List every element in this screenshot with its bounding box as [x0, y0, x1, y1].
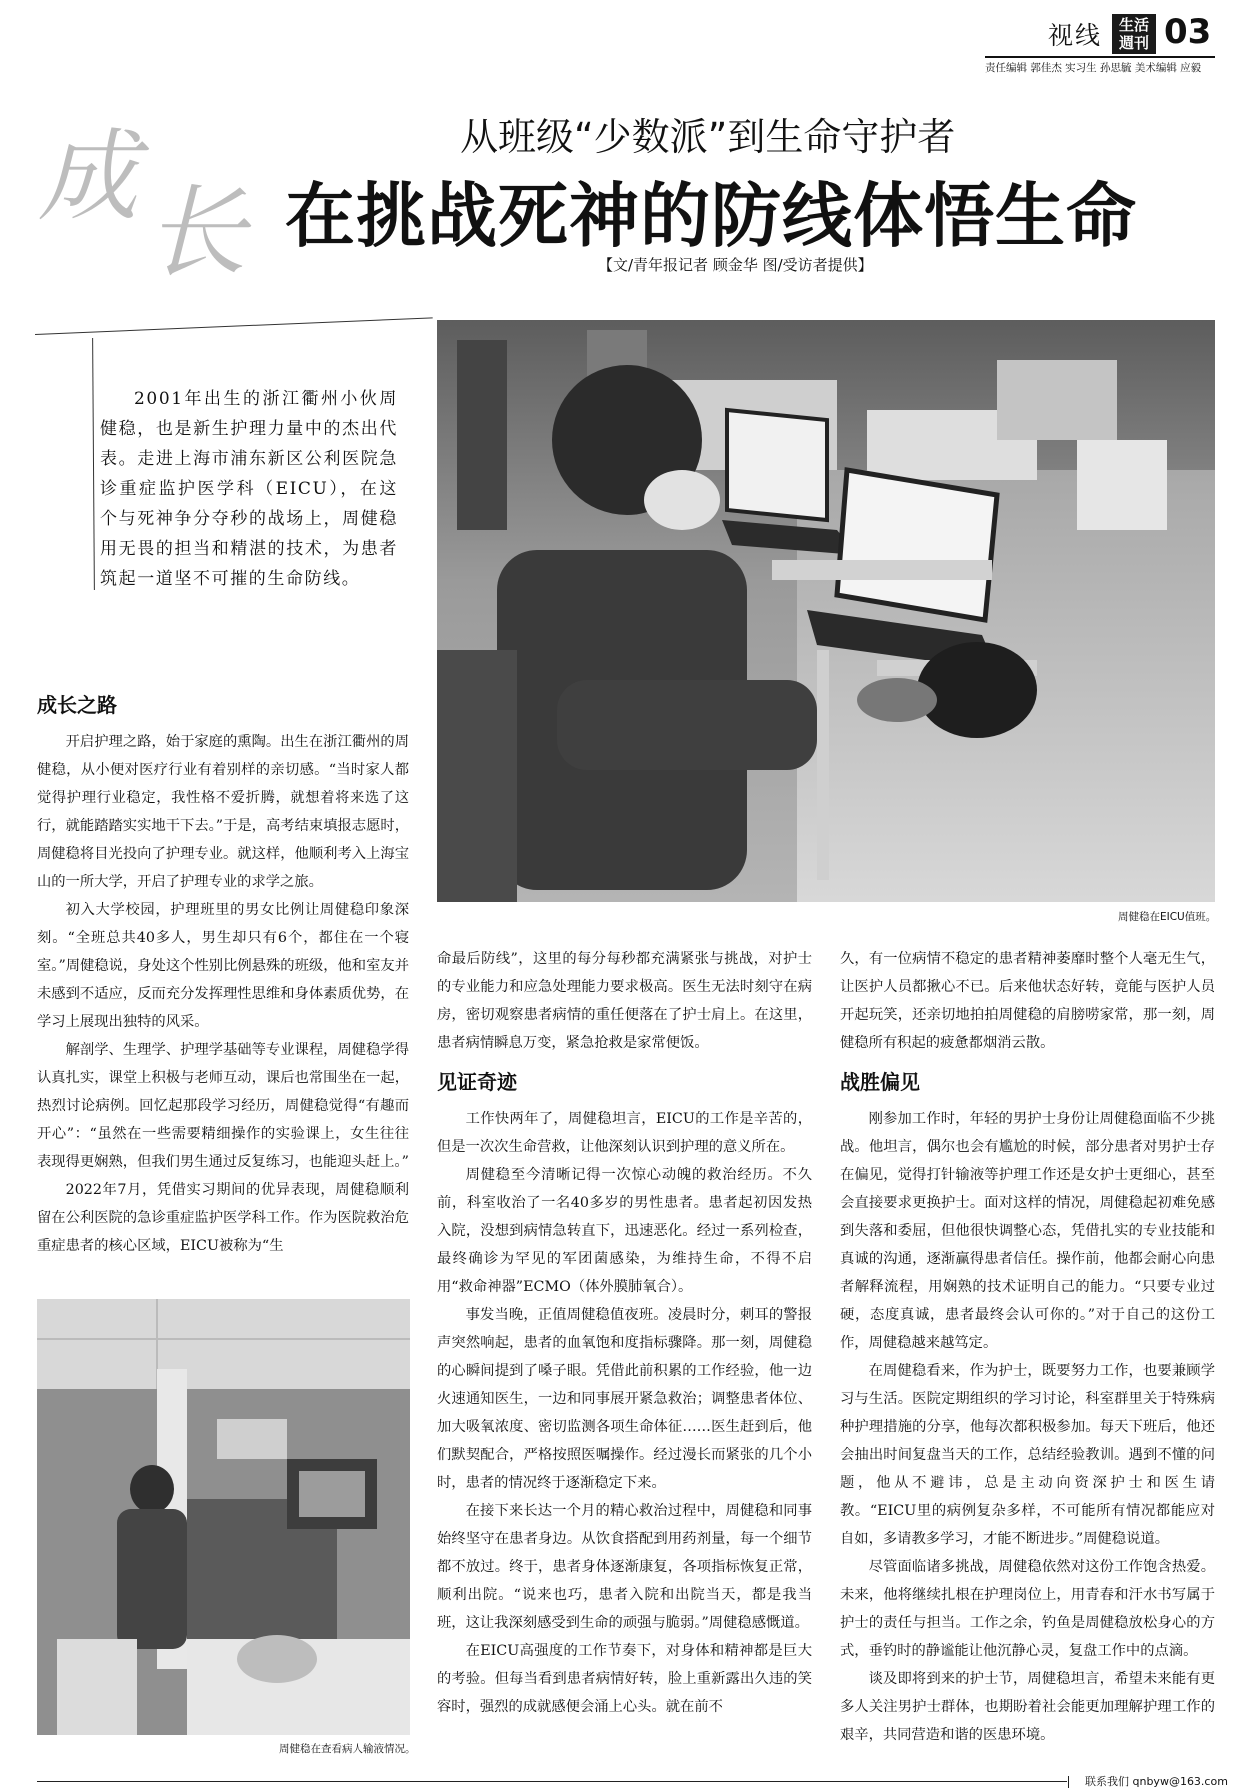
page-number: 03 — [1164, 12, 1212, 52]
paragraph: 解剖学、生理学、护理学基础等专业课程，周健稳学得认真扎实，课堂上积极与老师互动，课后也常围坐在一起，热烈讨论病例。回忆起那段学习经历，周健稳觉得“有趣而开心”：“虽然在一些需要精细操作的实验课上，女生往往表现得更娴熟，但我们男生通过反复练习，也能迎头赶上。” — [37, 1042, 409, 1170]
column-1 — [37, 688, 409, 1260]
paragraph: 在接下来长达一个月的精心救治过程中，周健稳和同事始终坚守在患者身边。从饮食搭配到用药剂量，每一个细节都不放过。终于，患者身体逐渐康复，各项指标恢复正常，顺利出院。“说来也巧，患者入院和出院当天，都是我当班，这让我深刻感受到生命的顽强与脆弱。”周健稳感慨道。 — [437, 1503, 812, 1631]
paragraph: 工作快两年了，周健稳坦言，EICU的工作是辛苦的，但是一次次生命营救，让他深刻认识到护理的意义所在。 — [437, 1111, 812, 1155]
decorative-title — [38, 96, 268, 291]
logo-text-top: 生活 — [1118, 16, 1149, 34]
paragraph: 尽管面临诸多挑战，周健稳依然对这份工作饱含热爱。未来，他将继续扎根在护理岗位上，用青春和汗水书写属于护士的责任与担当。工作之余，钓鱼是周健稳放松身心的方式，垂钓时的静谧能让他沉静心灵，复盘工作中的点滴。 — [840, 1559, 1215, 1659]
main-photo — [437, 320, 1215, 902]
header-rule — [985, 56, 1215, 58]
column-2 — [437, 945, 812, 1721]
logo-text-bottom: 週刊 — [1118, 34, 1149, 52]
footer-divider — [1068, 1776, 1069, 1788]
paragraph: 周健稳至今清晰记得一次惊心动魄的救治经历。不久前，科室收治了一名40多岁的男性患者。患者起初因发热入院，没想到病情急转直下，迅速恶化。经过一系列检查，最终确诊为罕见的军团菌感染，为维持生命，不得不启用“救命神器”ECMO（体外膜肺氧合）。 — [437, 1167, 812, 1295]
section-heading-prejudice: 战胜偏见 — [840, 1070, 920, 1094]
paragraph: 谈及即将到来的护士节，周健稳坦言，希望未来能有更多人关注男护士群体，也期盼着社会能更加理解护理工作的艰辛，共同营造和谐的医患环境。 — [840, 1671, 1215, 1743]
article-subtitle: 从班级“少数派”到生命守护者 — [460, 115, 956, 159]
byline: 【文/青年报记者 顾金华 图/受访者提供】 — [598, 256, 873, 274]
paragraph: 刚参加工作时，年轻的男护士身份让周健稳面临不少挑战。他坦言，偶尔也会有尴尬的时候，部分患者对男护士存在偏见，觉得打针输液等护理工作还是女护士更细心，甚至会直接要求更换护士。面对这样的情况，周健稳起初难免感到失落和委屈，但他很快调整心态，凭借扎实的专业技能和真诚的沟通，逐渐赢得患者信任。操作前，他都会耐心向患者解释流程，用娴熟的技术证明自己的能力。“只要专业过硬，态度真诚，患者最终会认可你的。”对于自己的这份工作，周健稳越来越笃定。 — [840, 1111, 1215, 1351]
decorative-char-1: 成 — [38, 118, 138, 235]
icu-photo-illustration — [437, 320, 1215, 902]
section-heading-growth: 成长之路 — [37, 693, 117, 717]
article-headline: 在挑战死神的防线体悟生命 — [285, 175, 1137, 257]
main-photo-caption: 周健稳在EICU值班。 — [1118, 911, 1217, 923]
paragraph: 开启护理之路，始于家庭的熏陶。出生在浙江衢州的周健稳，从小便对医疗行业有着别样的亲切感。“当时家人都觉得护理行业稳定，我性格不爱折腾，就想着将来选了这行，就能踏踏实实地干下去。”于是，高考结束填报志愿时，周健稳将目光投向了护理专业。就这样，他顺利考入上海宝山的一所大学，开启了护理专业的求学之旅。 — [37, 734, 409, 890]
secondary-photo — [37, 1299, 410, 1735]
decorative-char-2: 长 — [146, 174, 246, 291]
footer-rule — [37, 1781, 1067, 1782]
column-3 — [840, 945, 1215, 1749]
newspaper-logo — [1112, 14, 1156, 54]
ward-photo-illustration — [37, 1299, 410, 1735]
contact-info: 联系我们 qnbyw@163.com — [1085, 1775, 1228, 1788]
paragraph: 2022年7月，凭借实习期间的优异表现，周健稳顺利留在公利医院的急诊重症监护医学科工作。作为医院救治危重症患者的核心区域，EICU被称为“生 — [37, 1182, 409, 1254]
intro-rule-horizontal — [35, 317, 433, 335]
intro-paragraph: 2001年出生的浙江衢州小伙周健稳，也是新生护理力量中的杰出代表。走进上海市浦东新区公利医院急诊重症监护医学科（EICU），在这个与死神争分夺秒的战场上，周健稳用无畏的担当和精湛的技术，为患者筑起一道坚不可摧的生命防线。 — [100, 389, 398, 589]
paragraph: 事发当晚，正值周健稳值夜班。凌晨时分，刺耳的警报声突然响起，患者的血氧饱和度指标骤降。那一刻，周健稳的心瞬间提到了嗓子眼。凭借此前积累的工作经验，他一边火速通知医生，一边和同事展开紧急救治；调整患者体位、加大吸氧浓度、密切监测各项生命体征……医生赶到后，他们默契配合，严格按照医嘱操作。经过漫长而紧张的几个小时，患者的情况终于逐渐稳定下来。 — [437, 1307, 812, 1491]
paragraph: 在周健稳看来，作为护士，既要努力工作，也要兼顾学习与生活。医院定期组织的学习讨论，科室群里关于特殊病种护理措施的分享，他每次都积极参加。每天下班后，他还会抽出时间复盘当天的工作，总结经验教训。遇到不懂的问题，他从不避讳，总是主动向资深护士和医生请教。“EICU里的病例复杂多样，不可能所有情况都能应对自如，多请教多学习，才能不断进步。”周健稳说道。 — [840, 1363, 1215, 1547]
paragraph: 初入大学校园，护理班里的男女比例让周健稳印象深刻。“全班总共40多人，男生却只有6个，都住在一个寝室。”周健稳说，身处这个性别比例悬殊的班级，他和室友并未感到不适应，反而充分发挥理性思维和身体素质优势，在学习上展现出独特的风采。 — [37, 902, 409, 1030]
paragraph-continuation: 命最后防线”，这里的每分每秒都充满紧张与挑战，对护士的专业能力和应急处理能力要求极高。医生无法时刻守在病房，密切观察患者病情的重任便落在了护士肩上。在这里，患者病情瞬息万变，紧急抢救是家常便饭。 — [437, 951, 812, 1051]
paragraph-continuation: 久，有一位病情不稳定的患者精神萎靡时整个人毫无生气，让医护人员都揪心不已。后来他状态好转，竟能与医护人员开起玩笑，还亲切地拍拍周健稳的肩膀唠家常，那一刻，周健稳所有积起的疲惫都烟消云散。 — [840, 951, 1215, 1051]
editors-credit: 责任编辑 郭佳杰 实习生 孙思毓 美术编辑 应毅 — [985, 62, 1202, 74]
secondary-photo-caption: 周健稳在查看病人输液情况。 — [279, 1743, 416, 1755]
section-name: 视线 — [1048, 21, 1103, 50]
intro-rule-vertical — [92, 338, 95, 590]
paragraph: 在EICU高强度的工作节奏下，对身体和精神都是巨大的考验。但每当看到患者病情好转，脸上重新露出久违的笑容时，强烈的成就感便会涌上心头。就在前不 — [437, 1643, 812, 1715]
section-heading-miracle: 见证奇迹 — [437, 1070, 517, 1094]
